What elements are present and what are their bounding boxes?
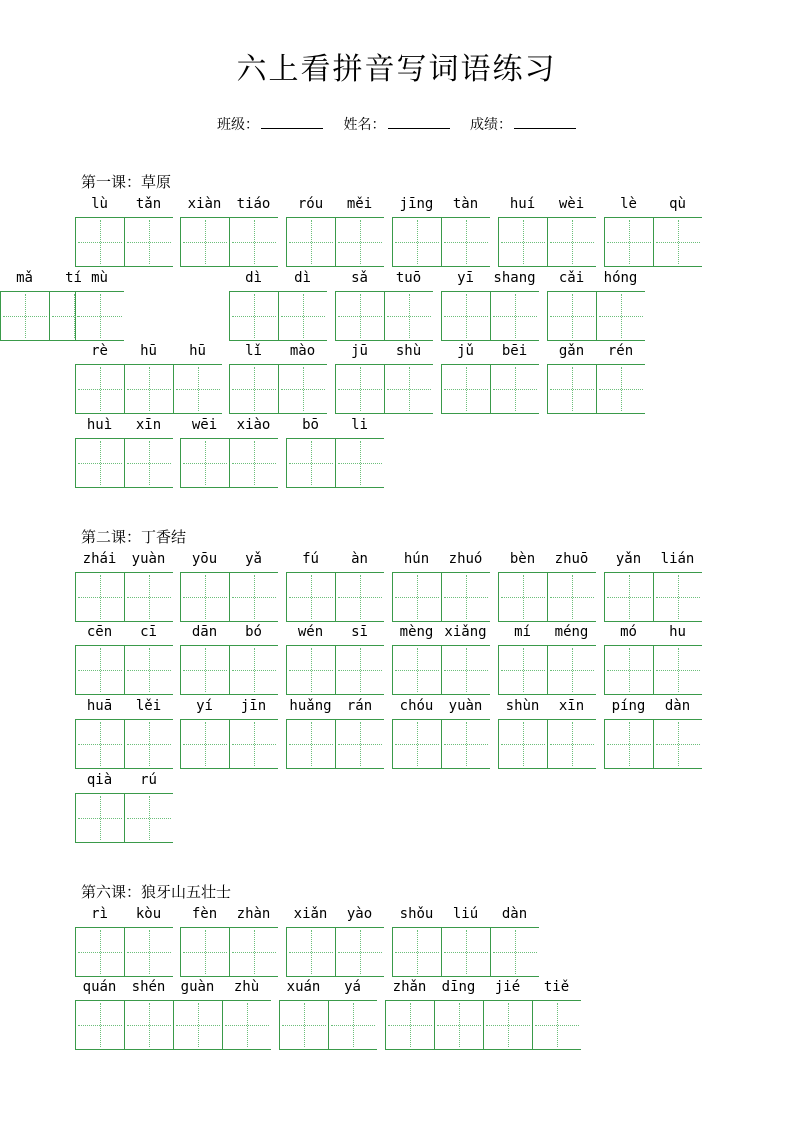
tianzige-cell[interactable] [335, 217, 384, 267]
pinyin-label: shù [395, 343, 422, 359]
word-box-group [498, 698, 597, 769]
pinyin-label: fú [302, 551, 319, 567]
tianzige-cell[interactable] [75, 719, 124, 769]
tianzige-cell[interactable] [441, 291, 490, 341]
tianzige-cell[interactable] [286, 645, 335, 695]
pinyin-label: yī [457, 270, 474, 286]
word-box-group [547, 343, 646, 414]
tianzige-cell[interactable] [498, 719, 547, 769]
tianzige-cell[interactable] [173, 364, 222, 414]
pinyin-label: yǎn [615, 551, 642, 567]
word-box-group [335, 343, 434, 414]
name-blank[interactable] [388, 114, 450, 129]
pinyin-label: zhuó [448, 551, 483, 567]
pinyin-label: mào [289, 343, 316, 359]
pinyin-label: cǎi [558, 270, 585, 286]
word-box-group [0, 270, 99, 341]
word-box-group [547, 270, 646, 341]
pinyin-label: hu [669, 624, 686, 640]
pinyin-label: lè [620, 196, 637, 212]
pinyin-label: huí [509, 196, 536, 212]
pinyin-label: zhǎn [392, 979, 427, 995]
pinyin-label: dàn [664, 698, 691, 714]
tianzige-cell[interactable] [490, 927, 539, 977]
pinyin-label: kòu [135, 906, 162, 922]
word-box-group [229, 270, 328, 341]
pinyin-label: rán [346, 698, 373, 714]
pinyin-label: cī [140, 624, 157, 640]
word-box-group [604, 698, 703, 769]
word-box-group [75, 979, 272, 1050]
tianzige-cell[interactable] [653, 719, 702, 769]
pinyin-label: tiě [543, 979, 570, 995]
tianzige-cell[interactable] [498, 645, 547, 695]
tianzige-cell[interactable] [653, 217, 702, 267]
tianzige-cell[interactable] [124, 364, 173, 414]
word-box-group [279, 979, 378, 1050]
tianzige-cell[interactable] [604, 572, 653, 622]
tianzige-cell[interactable] [229, 719, 278, 769]
tianzige-cell[interactable] [441, 719, 490, 769]
pinyin-label: xiàn [187, 196, 222, 212]
word-box-group [75, 551, 174, 622]
tianzige-cell[interactable] [384, 291, 433, 341]
tianzige-cell[interactable] [547, 291, 596, 341]
pinyin-label: hóng [603, 270, 638, 286]
pinyin-label: yōu [191, 551, 218, 567]
pinyin-label: wēi [191, 417, 218, 433]
class-label: 班级： [217, 117, 260, 133]
pinyin-label: tí [65, 270, 82, 286]
tianzige-cell[interactable] [278, 291, 327, 341]
pinyin-label: bó [245, 624, 262, 640]
pinyin-label: li [351, 417, 368, 433]
pinyin-label: mó [620, 624, 637, 640]
pinyin-label: dì [294, 270, 311, 286]
class-field [217, 114, 323, 135]
word-box-group [392, 551, 491, 622]
pinyin-label: tuō [395, 270, 422, 286]
tianzige-cell[interactable] [286, 217, 335, 267]
pinyin-label: jǔ [457, 343, 474, 359]
pinyin-label: sǎ [351, 270, 368, 286]
pinyin-label: hū [140, 343, 157, 359]
word-box-group [180, 551, 279, 622]
word-box-group [180, 906, 279, 977]
pinyin-label: méng [554, 624, 589, 640]
tianzige-cell[interactable] [222, 1000, 271, 1050]
name-label: 姓名： [343, 117, 386, 133]
tianzige-cell[interactable] [124, 217, 173, 267]
tianzige-cell[interactable] [547, 217, 596, 267]
tianzige-cell[interactable] [173, 1000, 222, 1050]
pinyin-label: shén [131, 979, 166, 995]
word-box-group [180, 196, 279, 267]
pinyin-label: tàn [452, 196, 479, 212]
tianzige-cell[interactable] [124, 438, 173, 488]
tianzige-cell[interactable] [532, 1000, 581, 1050]
pinyin-label: yá [344, 979, 361, 995]
pinyin-label: wèi [558, 196, 585, 212]
word-box-group [392, 906, 540, 977]
name-field [344, 114, 450, 135]
word-box-group [286, 906, 385, 977]
tianzige-cell[interactable] [441, 364, 490, 414]
tianzige-cell[interactable] [180, 645, 229, 695]
tianzige-cell[interactable] [49, 291, 98, 341]
tianzige-cell[interactable] [286, 927, 335, 977]
word-box-group [392, 698, 491, 769]
tianzige-cell[interactable] [229, 217, 278, 267]
word-box-group [286, 624, 385, 695]
pinyin-label: rè [91, 343, 108, 359]
pinyin-label: měi [346, 196, 373, 212]
tianzige-cell[interactable] [229, 645, 278, 695]
word-box-group [75, 196, 174, 267]
tianzige-cell[interactable] [229, 438, 278, 488]
word-box-group [392, 196, 491, 267]
tianzige-cell[interactable] [75, 927, 124, 977]
score-field [470, 114, 576, 135]
pinyin-label: huǎng [289, 698, 332, 714]
tianzige-cell[interactable] [653, 572, 702, 622]
pinyin-label: xīn [558, 698, 585, 714]
word-box-group [75, 698, 174, 769]
tianzige-cell[interactable] [335, 438, 384, 488]
pinyin-label: yuàn [131, 551, 166, 567]
pinyin-label: mǎ [16, 270, 33, 286]
pinyin-label: rì [91, 906, 108, 922]
tianzige-cell[interactable] [483, 1000, 532, 1050]
word-box-group [75, 624, 174, 695]
tianzige-cell[interactable] [441, 645, 490, 695]
pinyin-label: huì [86, 417, 113, 433]
tianzige-cell[interactable] [441, 927, 490, 977]
tianzige-cell[interactable] [229, 572, 278, 622]
score-label: 成绩： [469, 117, 512, 133]
tianzige-cell[interactable] [279, 1000, 328, 1050]
pinyin-label: shùn [505, 698, 540, 714]
pinyin-label: hū [189, 343, 206, 359]
tianzige-cell[interactable] [180, 217, 229, 267]
tianzige-cell[interactable] [229, 927, 278, 977]
word-box-group [498, 624, 597, 695]
tianzige-cell[interactable] [75, 438, 124, 488]
word-box-group [286, 417, 385, 488]
tianzige-cell[interactable] [75, 645, 124, 695]
pinyin-label: róu [297, 196, 324, 212]
tianzige-cell[interactable] [124, 719, 173, 769]
word-box-group [392, 624, 491, 695]
tianzige-cell[interactable] [75, 364, 124, 414]
pinyin-label: chóu [399, 698, 434, 714]
pinyin-label: dàn [501, 906, 528, 922]
pinyin-label: cēn [86, 624, 113, 640]
pinyin-label: mèng [399, 624, 434, 640]
pinyin-label: wén [297, 624, 324, 640]
word-box-group [498, 551, 597, 622]
tianzige-cell[interactable] [547, 645, 596, 695]
word-box-group [286, 698, 385, 769]
tianzige-cell[interactable] [385, 1000, 434, 1050]
word-box-group [385, 979, 582, 1050]
tianzige-cell[interactable] [335, 572, 384, 622]
pinyin-label: yǎ [245, 551, 262, 567]
lesson-title: 第六课：狼牙山五壮士 [81, 883, 232, 901]
pinyin-label: qù [669, 196, 686, 212]
word-box-group [286, 551, 385, 622]
pinyin-label: mù [91, 270, 108, 286]
pinyin-label: zhái [82, 551, 117, 567]
tianzige-cell[interactable] [124, 927, 173, 977]
word-box-group [498, 196, 597, 267]
tianzige-cell[interactable] [75, 572, 124, 622]
word-box-group [75, 772, 174, 843]
tianzige-cell[interactable] [384, 364, 433, 414]
pinyin-label: gǎn [558, 343, 585, 359]
tianzige-cell[interactable] [335, 719, 384, 769]
tianzige-cell[interactable] [75, 793, 124, 843]
pinyin-label: yuàn [448, 698, 483, 714]
pinyin-label: shang [493, 270, 536, 286]
tianzige-cell[interactable] [547, 719, 596, 769]
pinyin-label: jīng [399, 196, 434, 212]
pinyin-label: xuán [286, 979, 321, 995]
pinyin-label: jié [494, 979, 521, 995]
tianzige-cell[interactable] [392, 719, 441, 769]
pinyin-label: qià [86, 772, 113, 788]
pinyin-label: quán [82, 979, 117, 995]
pinyin-label: àn [351, 551, 368, 567]
lesson-title: 第二课：丁香结 [81, 528, 187, 546]
tianzige-cell[interactable] [75, 1000, 124, 1050]
tianzige-cell[interactable] [75, 217, 124, 267]
pinyin-label: guàn [180, 979, 215, 995]
tianzige-cell[interactable] [335, 364, 384, 414]
word-box-group [75, 906, 174, 977]
word-box-group [75, 417, 174, 488]
word-box-group [604, 551, 703, 622]
pinyin-label: tǎn [135, 196, 162, 212]
pinyin-label: rén [607, 343, 634, 359]
tianzige-cell[interactable] [335, 291, 384, 341]
tianzige-cell[interactable] [0, 291, 49, 341]
tianzige-cell[interactable] [124, 793, 173, 843]
pinyin-label: liú [452, 906, 479, 922]
pinyin-label: lù [91, 196, 108, 212]
tianzige-cell[interactable] [604, 217, 653, 267]
pinyin-label: yí [196, 698, 213, 714]
pinyin-label: dì [245, 270, 262, 286]
word-box-group [180, 698, 279, 769]
tianzige-cell[interactable] [547, 364, 596, 414]
tianzige-cell[interactable] [434, 1000, 483, 1050]
pinyin-label: rú [140, 772, 157, 788]
pinyin-label: huā [86, 698, 113, 714]
page-title: 六上看拼音写词语练习 [236, 52, 557, 87]
tianzige-cell[interactable] [604, 719, 653, 769]
tianzige-cell[interactable] [278, 364, 327, 414]
pinyin-label: sī [351, 624, 368, 640]
score-blank[interactable] [514, 114, 576, 129]
pinyin-label: zhù [233, 979, 260, 995]
word-box-group [441, 270, 540, 341]
tianzige-cell[interactable] [498, 217, 547, 267]
tianzige-cell[interactable] [498, 572, 547, 622]
tianzige-cell[interactable] [490, 364, 539, 414]
tianzige-cell[interactable] [596, 291, 645, 341]
tianzige-cell[interactable] [335, 645, 384, 695]
tianzige-cell[interactable] [392, 572, 441, 622]
pinyin-label: lǐ [245, 343, 262, 359]
pinyin-label: tiáo [236, 196, 271, 212]
pinyin-label: dīng [441, 979, 476, 995]
pinyin-label: yào [346, 906, 373, 922]
word-box-group [604, 196, 703, 267]
tianzige-cell[interactable] [392, 217, 441, 267]
tianzige-cell[interactable] [180, 438, 229, 488]
word-box-group [441, 343, 540, 414]
tianzige-cell[interactable] [328, 1000, 377, 1050]
word-box-group [180, 417, 279, 488]
tianzige-cell[interactable] [229, 364, 278, 414]
word-box-group [180, 624, 279, 695]
tianzige-cell[interactable] [392, 645, 441, 695]
class-blank[interactable] [261, 114, 323, 129]
pinyin-label: jū [351, 343, 368, 359]
tianzige-cell[interactable] [596, 364, 645, 414]
tianzige-cell[interactable] [604, 645, 653, 695]
pinyin-label: xīn [135, 417, 162, 433]
tianzige-cell[interactable] [124, 645, 173, 695]
word-box-group [286, 196, 385, 267]
tianzige-cell[interactable] [124, 1000, 173, 1050]
tianzige-cell[interactable] [180, 719, 229, 769]
pinyin-label: bèn [509, 551, 536, 567]
lesson-title: 第一课：草原 [81, 173, 172, 191]
tianzige-cell[interactable] [335, 927, 384, 977]
pinyin-label: bō [302, 417, 319, 433]
tianzige-cell[interactable] [124, 572, 173, 622]
tianzige-cell[interactable] [286, 719, 335, 769]
tianzige-cell[interactable] [441, 217, 490, 267]
tianzige-cell[interactable] [547, 572, 596, 622]
tianzige-cell[interactable] [180, 572, 229, 622]
pinyin-label: hún [403, 551, 430, 567]
pinyin-label: xiào [236, 417, 271, 433]
pinyin-label: xiǎng [444, 624, 487, 640]
word-box-group [75, 343, 223, 414]
tianzige-cell[interactable] [392, 927, 441, 977]
pinyin-label: mí [514, 624, 531, 640]
pinyin-label: shǒu [399, 906, 434, 922]
pinyin-label: lián [660, 551, 695, 567]
student-info [0, 114, 793, 135]
pinyin-label: jīn [240, 698, 267, 714]
pinyin-label: fèn [191, 906, 218, 922]
pinyin-label: zhuō [554, 551, 589, 567]
pinyin-label: xiǎn [293, 906, 328, 922]
word-box-group [335, 270, 434, 341]
tianzige-cell[interactable] [286, 572, 335, 622]
pinyin-label: bēi [501, 343, 528, 359]
word-box-group [229, 343, 328, 414]
pinyin-label: dān [191, 624, 218, 640]
tianzige-cell[interactable] [229, 291, 278, 341]
tianzige-cell[interactable] [180, 927, 229, 977]
tianzige-cell[interactable] [441, 572, 490, 622]
tianzige-cell[interactable] [653, 645, 702, 695]
word-box-group [604, 624, 703, 695]
pinyin-label: píng [611, 698, 646, 714]
pinyin-label: lěi [135, 698, 162, 714]
pinyin-label: zhàn [236, 906, 271, 922]
tianzige-cell[interactable] [286, 438, 335, 488]
tianzige-cell[interactable] [490, 291, 539, 341]
